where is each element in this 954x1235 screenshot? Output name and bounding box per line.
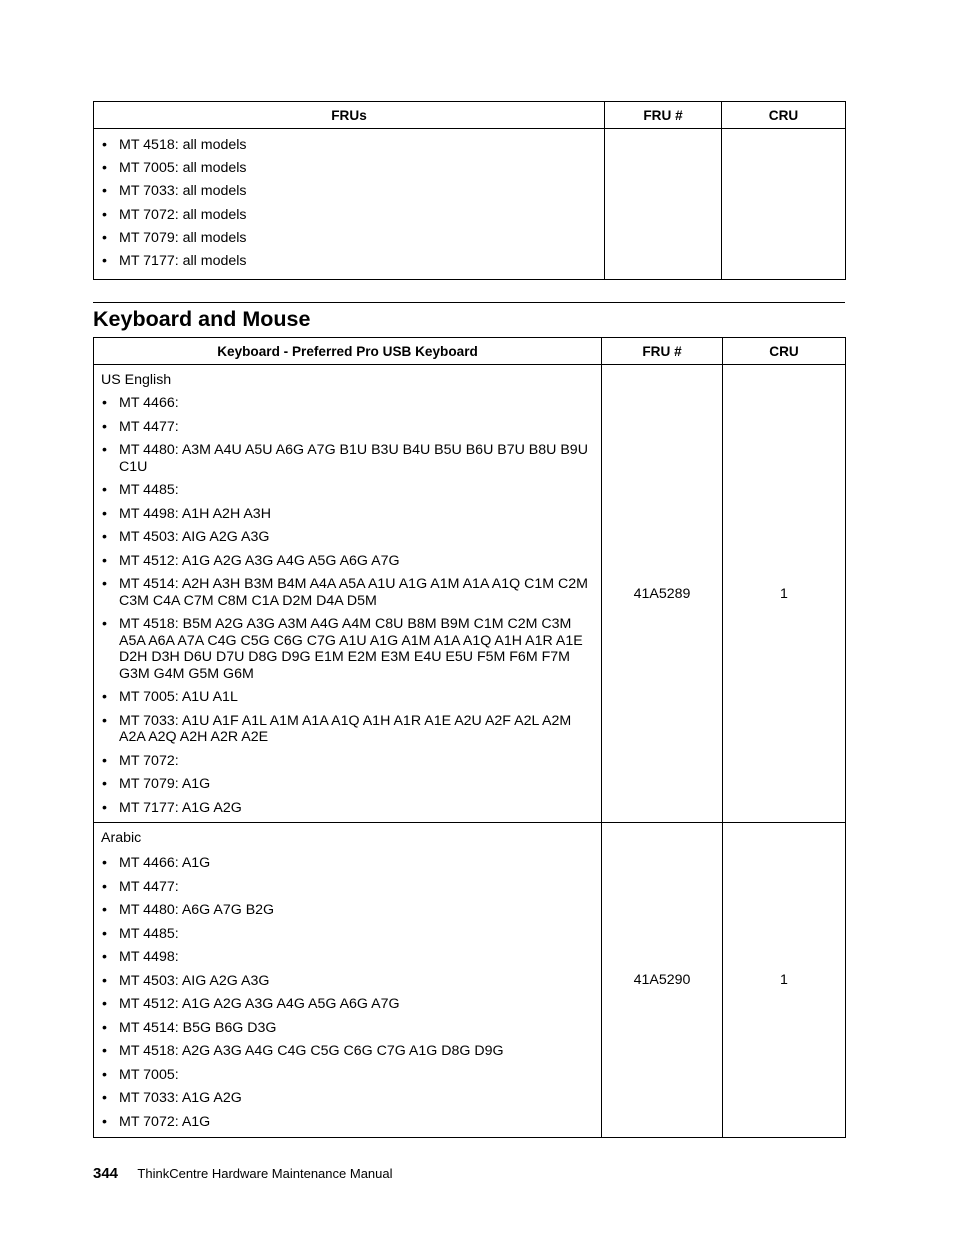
bullet-icon: • [102,183,107,200]
language-label: US English [101,372,172,388]
bullet-icon: • [102,972,107,989]
table-row [94,823,846,1138]
header-keyboard: Keyboard - Preferred Pro USB Keyboard [94,338,602,365]
machine-type-text: MT 7005: [119,1066,179,1083]
machine-type-cell [94,129,605,280]
machine-type-cell [94,823,602,1138]
bullet-icon: • [102,902,107,918]
list-item [101,506,595,523]
machine-type-text: MT 4514: B5G B6G D3G [119,1019,277,1036]
bullet-icon: • [102,505,107,522]
machine-type-text: MT 4518: B5M A2G A3G A3M A4G A4M C8U B8M B9M C1M C2M C3M A5A A6A A7A C4G C5G C6G C7G A1U A1G A1M A1A A1Q A1H A1R A1E D2H D3H D6U D7U D8G D9G E1M E2M E3M E4U E5U F5M F6M F7M G3M G4M G5M G6M [119,616,583,682]
list-item [101,926,595,943]
table-header-row [94,102,846,129]
bullet-icon: • [102,1019,107,1036]
list-item [101,553,595,570]
table-row [94,129,846,280]
bullet-icon: • [102,855,107,871]
machine-type-text: MT 7072: A1G [119,1113,211,1130]
machine-type-text: MT 4498: A1H A2H A3H [119,505,271,522]
machine-type-text: MT 7177: all models [119,252,247,269]
table-row [94,365,846,823]
machine-type-list [101,855,595,1130]
bullet-icon: • [102,1113,107,1130]
machine-type-text: MT 7177: A1G A2G [119,799,242,816]
top-fru-table [93,101,846,280]
bullet-icon: • [102,799,107,816]
fru-number-cell: 41A5290 [602,823,723,1138]
list-item [101,996,595,1013]
header-fru-number: FRU # [602,338,723,365]
machine-type-text: MT 4498: [119,949,179,965]
list-item [101,800,595,817]
machine-type-text: MT 4514: A2H A3H B3M B4M A4A A5A A1U A1G A1M A1A A1Q C1M C2M C3M C4A C7M C8M C1A D2M D4A D5M [119,576,588,609]
list-item [101,973,595,990]
list-item [101,482,595,499]
list-item [101,616,595,682]
machine-type-text: MT 4480: A3M A4U A5U A6G A7G B1U B3U B4U B5U B6U B7U B8U B9U C1U [119,442,588,475]
list-item [101,1090,595,1107]
list-item [101,183,598,200]
bullet-icon: • [102,949,107,965]
section-divider [93,302,845,303]
machine-type-text: MT 7033: all models [119,183,247,200]
page-footer [93,1165,393,1182]
bullet-icon: • [102,137,107,153]
bullet-icon: • [102,229,107,246]
machine-type-list [101,395,595,816]
list-item [101,576,595,609]
list-item [101,137,598,154]
machine-type-text: MT 4518: A2G A3G A4G C4G C5G C6G C7G A1G D8G D9G [119,1043,504,1059]
bullet-icon: • [102,1066,107,1083]
machine-type-text: MT 7079: all models [119,229,247,246]
fru-number-cell: 41A5289 [602,365,723,823]
bullet-icon: • [102,712,107,729]
bullet-icon: • [102,552,107,569]
bullet-icon: • [102,418,107,435]
list-item [101,395,595,412]
bullet-icon: • [102,529,107,545]
list-item [101,253,598,270]
page-number: 344 [93,1165,119,1182]
list-item [101,753,595,770]
list-item [101,442,595,475]
machine-type-text: MT 4518: all models [119,137,247,153]
list-item [101,160,598,177]
machine-type-text: MT 4477: [119,878,179,895]
language-label: Arabic [101,830,142,846]
list-item [101,902,595,919]
bullet-icon: • [102,752,107,769]
machine-type-text: MT 7072: all models [119,206,247,223]
header-fru-number: FRU # [605,102,722,129]
list-item [101,879,595,896]
machine-type-text: MT 4503: AIG A2G A3G [119,972,270,989]
bullet-icon: • [102,442,107,458]
bullet-icon: • [102,206,107,223]
section-title: Keyboard and Mouse [93,307,311,331]
machine-type-text: MT 4485: [119,925,179,942]
bullet-icon: • [102,925,107,942]
cru-cell [722,129,846,280]
fru-number-cell [605,129,722,280]
bullet-icon: • [102,776,107,792]
cru-cell: 1 [723,365,846,823]
machine-type-text: MT 4477: [119,418,179,435]
machine-type-text: MT 4466: A1G [119,855,211,871]
document-title: ThinkCentre Hardware Maintenance Manual [137,1166,393,1181]
bullet-icon: • [102,160,107,177]
machine-type-text: MT 4512: A1G A2G A3G A4G A5G A6G A7G [119,552,400,569]
bullet-icon: • [102,252,107,269]
list-item [101,1067,595,1084]
cru-cell: 1 [723,823,846,1138]
machine-type-cell [94,365,602,823]
bullet-icon: • [102,878,107,895]
list-item [101,689,595,706]
header-cru: CRU [722,102,846,129]
machine-type-text: MT 7079: A1G [119,776,211,792]
list-item [101,713,595,746]
bullet-icon: • [102,616,107,632]
bullet-icon: • [102,482,107,498]
machine-type-text: MT 7072: [119,752,179,769]
machine-type-text: MT 4512: A1G A2G A3G A4G A5G A6G A7G [119,996,400,1012]
machine-type-text: MT 7033: A1U A1F A1L A1M A1A A1Q A1H A1R A1E A2U A2F A2L A2M A2A A2Q A2H A2R A2E [119,712,572,745]
table-header-row [94,338,846,365]
list-item [101,949,595,966]
list-item [101,419,595,436]
machine-type-text: MT 4503: AIG A2G A3G [119,529,270,545]
bullet-icon: • [102,1090,107,1106]
list-item [101,1043,595,1060]
bullet-icon: • [102,576,107,592]
list-item [101,855,595,872]
list-item [101,776,595,793]
list-item [101,207,598,224]
machine-type-text: MT 7005: A1U A1L [119,689,238,705]
bullet-icon: • [102,1043,107,1059]
bullet-icon: • [102,689,107,705]
keyboard-fru-table [93,337,846,1138]
bullet-icon: • [102,395,107,411]
list-item [101,529,595,546]
machine-type-text: MT 7005: all models [119,160,247,177]
machine-type-list [101,137,598,269]
machine-type-text: MT 7033: A1G A2G [119,1090,242,1106]
machine-type-text: MT 4480: A6G A7G B2G [119,902,275,918]
list-item [101,1020,595,1037]
list-item [101,1114,595,1131]
header-frus: FRUs [94,102,605,129]
bullet-icon: • [102,996,107,1012]
list-item [101,230,598,247]
header-cru: CRU [723,338,846,365]
machine-type-text: MT 4485: [119,482,179,498]
machine-type-text: MT 4466: [119,395,179,411]
